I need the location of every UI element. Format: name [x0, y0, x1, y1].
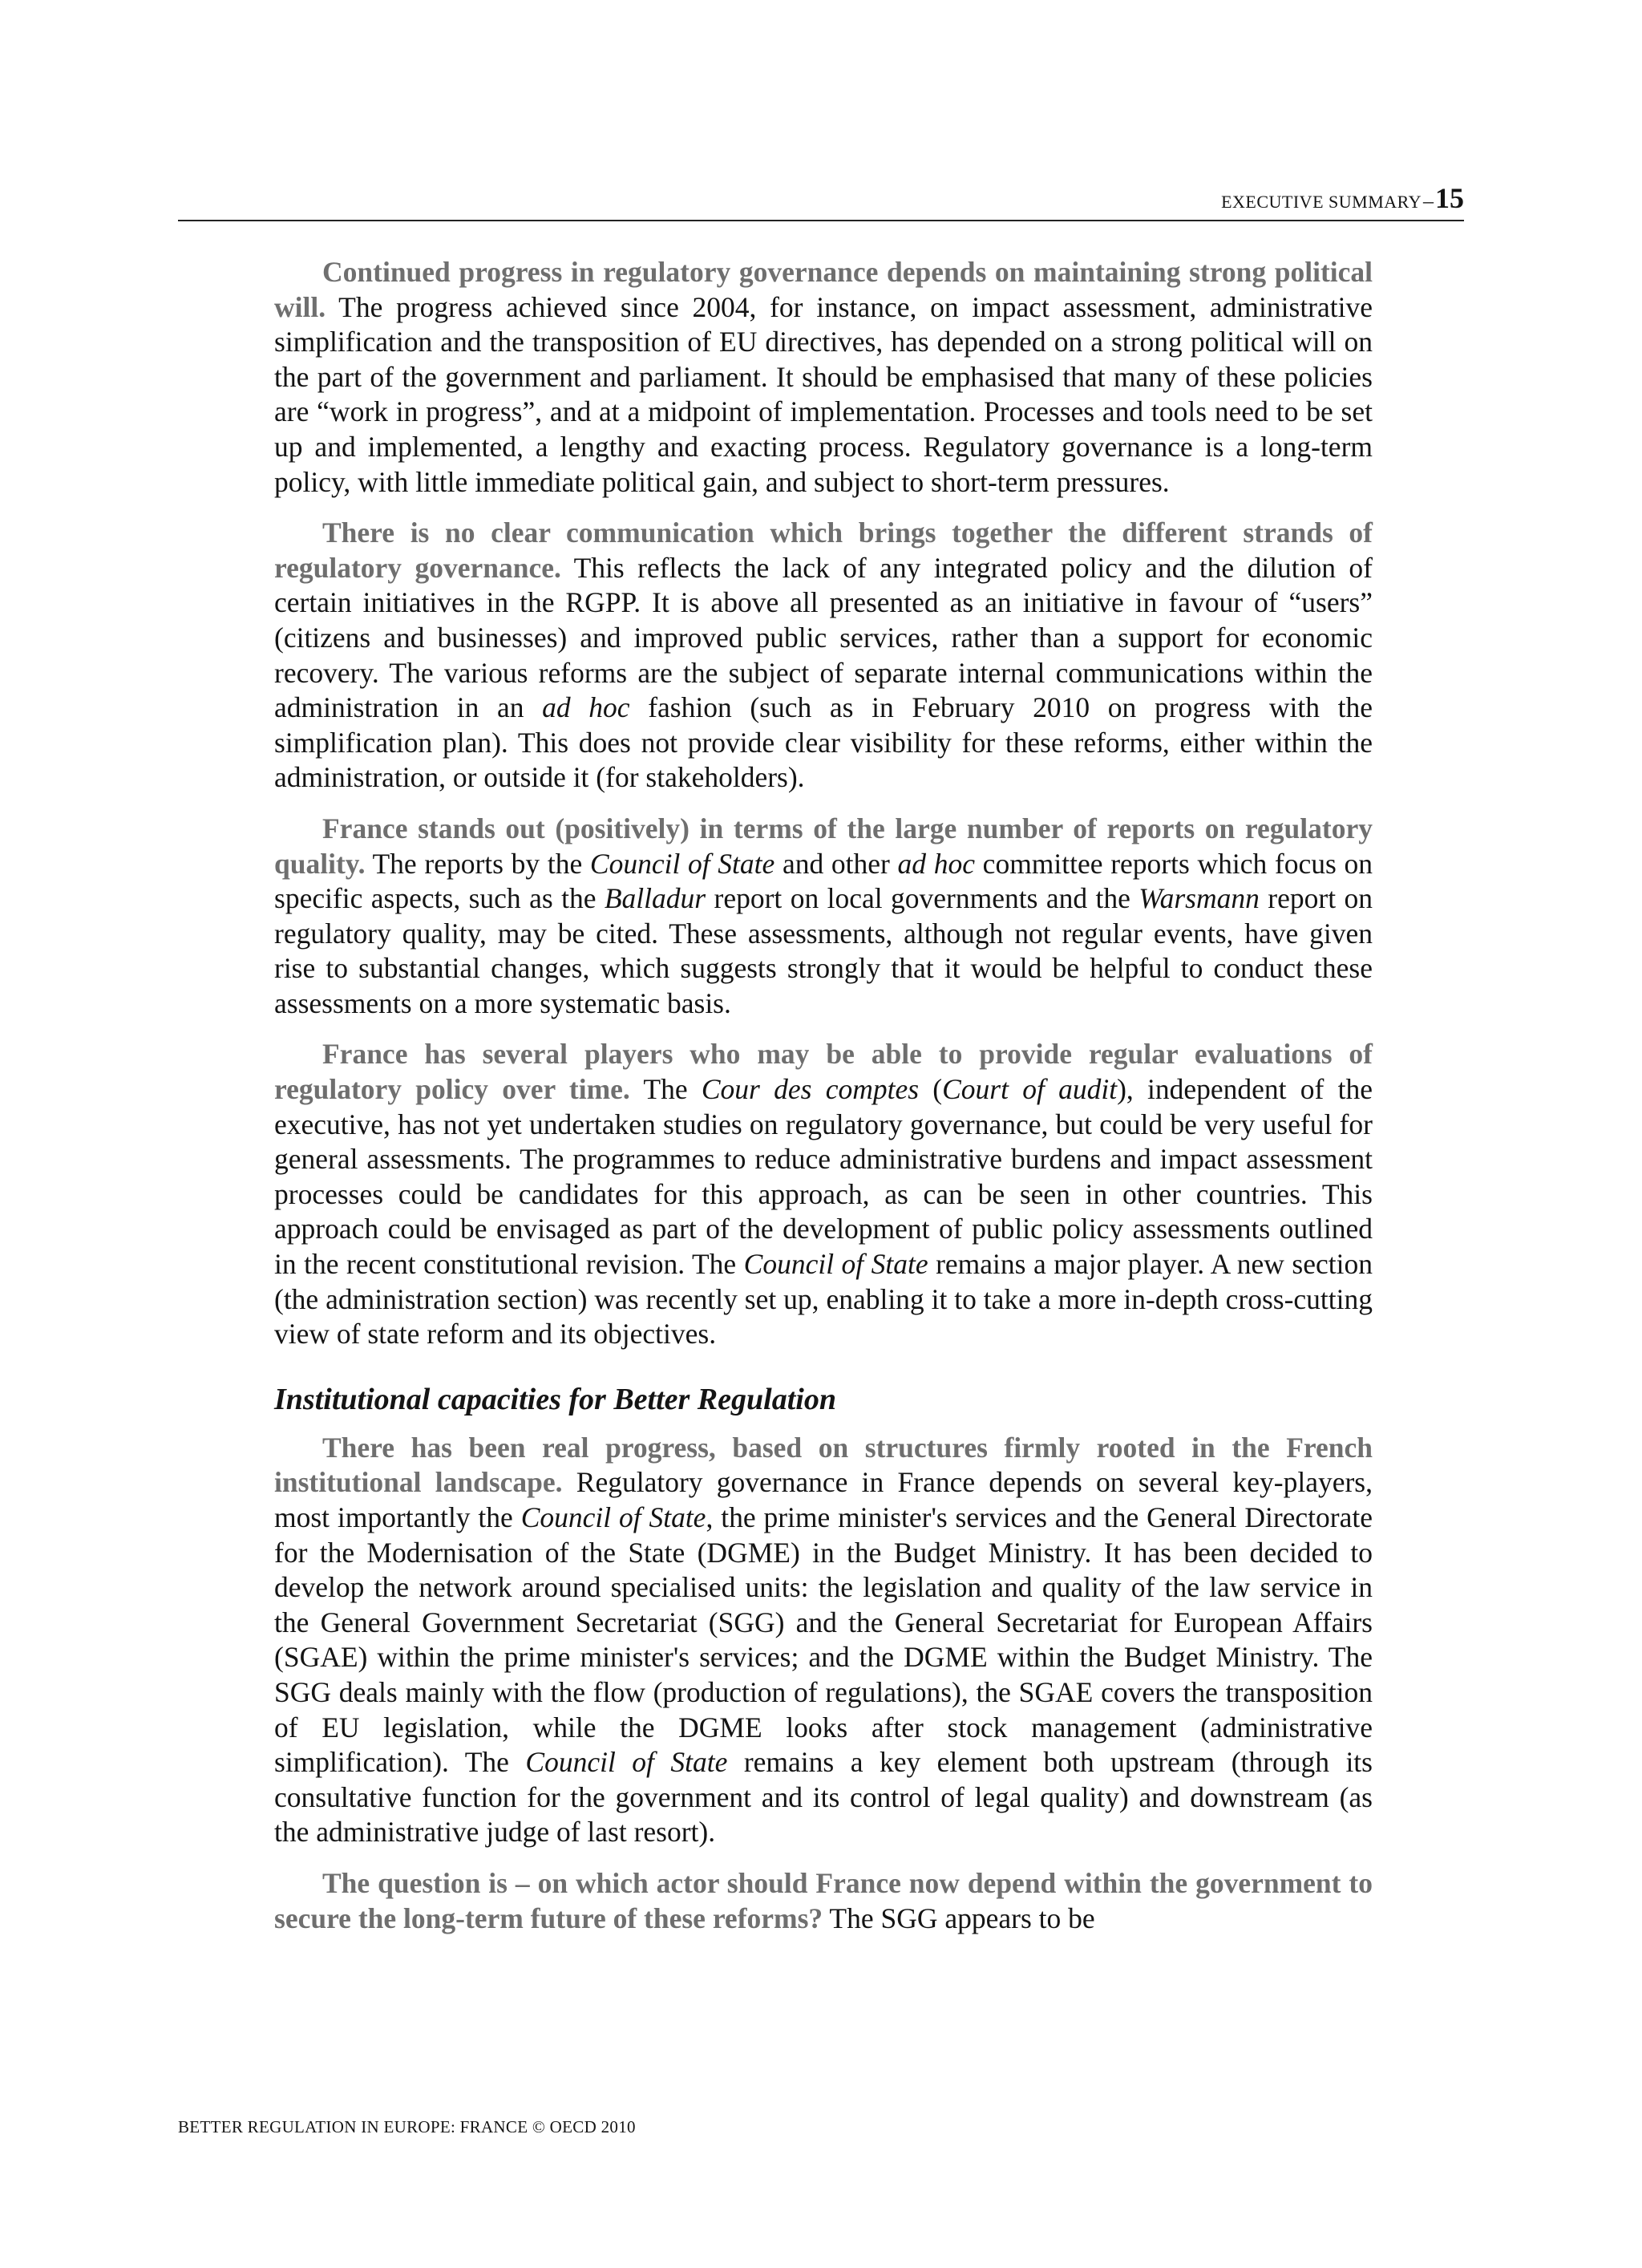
paragraph-lead: The question is – on which actor should France now depend within the government to secure the long-term future of these reforms? [274, 1866, 1373, 1934]
header-section-title: EXECUTIVE SUMMARY [1221, 192, 1422, 212]
paragraph-text: The reports by the [365, 847, 590, 880]
paragraph-italic: ad hoc [542, 691, 630, 724]
paragraph-italic: Council of State [743, 1248, 928, 1281]
paragraph-evaluations [274, 1037, 1373, 1351]
section-heading: Institutional capacities for Better Regulation [274, 1382, 836, 1416]
main-text [274, 255, 1373, 1952]
paragraph-text: Regulatory governance in France depends on several key-players, most importantly the [274, 1466, 1373, 1533]
paragraph-text: committee reports which focus on specific aspects, such as the [274, 847, 1373, 915]
paragraph-text: report on regulatory quality, may be cited. These assessments, although not regular events, have given rise to substantial changes, which suggests strongly that it would be helpful to conduct these assessments on a more systematic basis. [274, 882, 1373, 1019]
paragraph-text: The [629, 1073, 702, 1106]
paragraph-italic: Warsmann [1138, 882, 1260, 915]
paragraph-reports [274, 812, 1373, 1022]
paragraph-text: report on local governments and the [706, 882, 1139, 915]
paragraph-text: The SGG appears to be [823, 1901, 1095, 1934]
paragraph-text: remains a major player. A new section (the administration section) was recently set up, enabling it to take a more in-depth cross-cutting view of state reform and its objectives. [274, 1248, 1373, 1351]
paragraph-italic: Council of State [525, 1746, 728, 1779]
paragraph-communication [274, 516, 1373, 796]
page-number: 15 [1435, 182, 1464, 214]
paragraph-italic: Court of audit [942, 1073, 1118, 1106]
running-header [178, 181, 1464, 221]
paragraph-question [274, 1866, 1373, 1936]
paragraph-political-will [274, 255, 1373, 500]
paragraph-text: ( [919, 1073, 943, 1106]
paragraph-lead: France has several players who may be able to provide regular evaluations of regulatory policy over time. [274, 1038, 1373, 1106]
paragraph-italic: Cour des comptes [701, 1073, 920, 1106]
paragraph-italic: Council of State [520, 1501, 706, 1533]
paragraph-text: and other [774, 847, 898, 880]
paragraph-lead: Continued progress in regulatory governance depends on maintaining strong political will. [274, 256, 1373, 323]
paragraph-lead: France stands out (positively) in terms of the large number of reports on regulatory quality. [274, 812, 1373, 880]
paragraph-text: ), independent of the executive, has not yet undertaken studies on regulatory governance, but could be very useful for general assessments. The programmes to reduce administrative burdens and impact assessment processes could be candidates for this approach, as can be seen in other countries. This approach could be envisaged as part of the development of public policy assessments outlined in the recent constitutional revision. The [274, 1073, 1373, 1281]
paragraph-text: This reflects the lack of any integrated policy and the dilution of certain initiatives in the RGPP. It is above all presented as an initiative in favour of “users” (citizens and businesses) and improved public services, rather than a support for economic recovery. The various reforms are the subject of separate internal communications within the administration in an [274, 551, 1373, 724]
paragraph-text: , the prime minister's services and the General Directorate for the Modernisation of the State (DGME) in the Budget Ministry. It has been decided to develop the network around specialised units: the legislation and quality of the law service in the General Government Secretariat (SGG) and the General Secretariat for European Affairs (SGAE) within the prime minister's services; and the DGME within the Budget Ministry. The SGG deals mainly with the flow (production of regulations), the SGAE covers the transposition of EU legislation, while the DGME looks after stock management (administrative simplification). The [274, 1501, 1373, 1779]
paragraph-italic: Council of State [589, 847, 775, 880]
paragraph-institutional-progress [274, 1431, 1373, 1850]
paragraph-text: fashion (such as in February 2010 on progress with the simplification plan). This does not provide clear visibility for these reforms, either within the administration, or outside it (for stakeholders). [274, 691, 1373, 794]
paragraph-lead: There is no clear communication which brings together the different strands of regulatory governance. [274, 516, 1373, 584]
running-footer: BETTER REGULATION IN EUROPE: FRANCE © OECD 2010 [178, 2117, 636, 2136]
paragraph-text: remains a key element both upstream (through its consultative function for the government and its control of legal quality) and downstream (as the administrative judge of last resort). [274, 1746, 1373, 1849]
header-dash: – [1423, 189, 1434, 213]
paragraph-lead: There has been real progress, based on structures firmly rooted in the French institutional landscape. [274, 1431, 1373, 1499]
paragraph-italic: ad hoc [897, 847, 975, 880]
paragraph-italic: Balladur [604, 882, 706, 915]
paragraph-text: The progress achieved since 2004, for instance, on impact assessment, administrative simplification and the transposition of EU directives, has depended on a strong political will on the part of the government and parliament. It should be emphasised that many of these policies are “work in progress”, and at a midpoint of implementation. Processes and tools need to be set up and implemented, a lengthy and exacting process. Regulatory governance is a long-term policy, with little immediate political gain, and subject to short-term pressures. [274, 290, 1373, 498]
